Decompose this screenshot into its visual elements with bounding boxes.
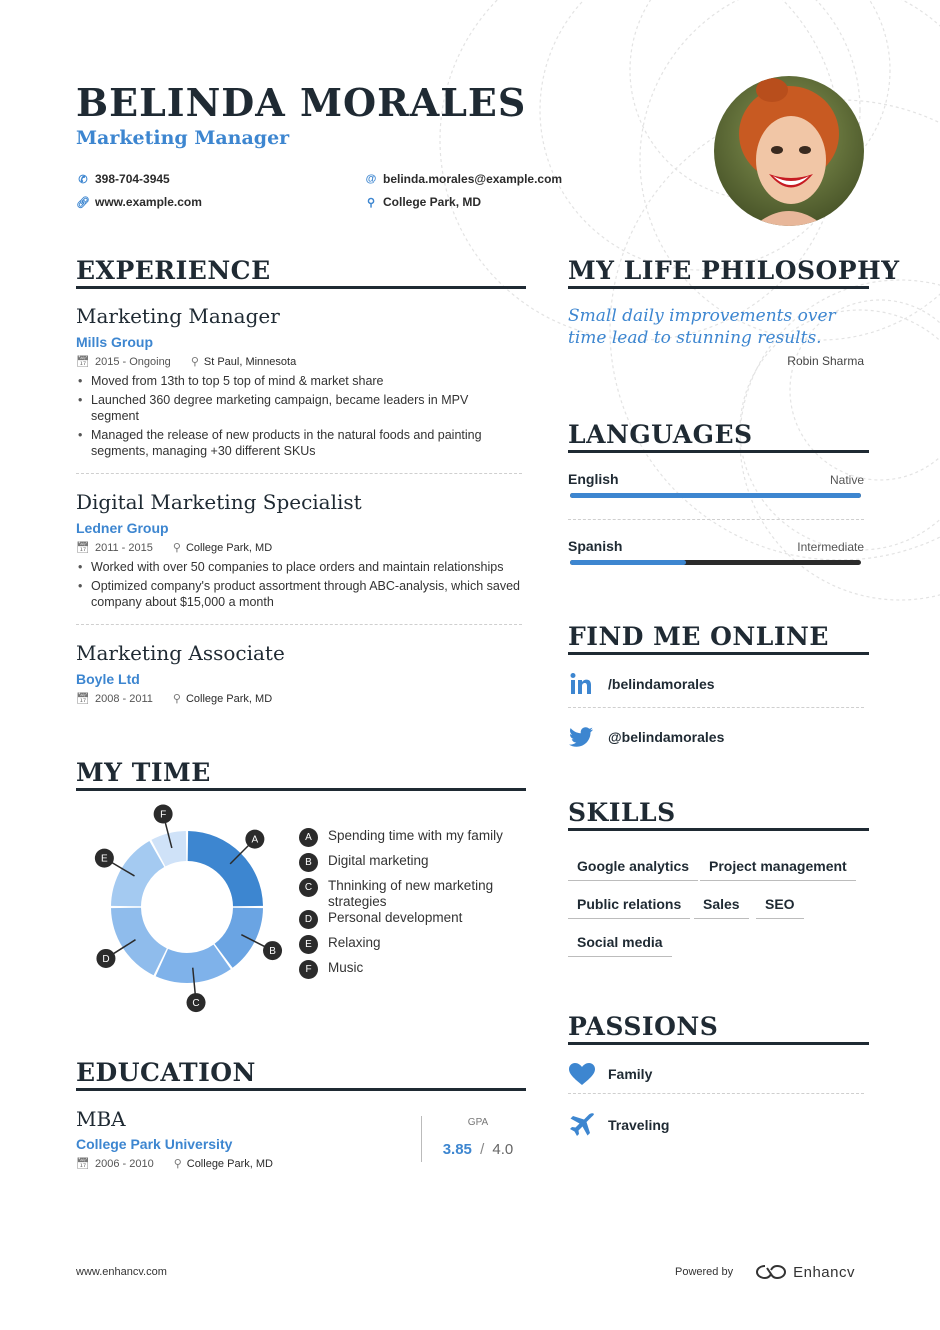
languages-rule [568, 450, 869, 453]
education-heading: EDUCATION [76, 1058, 256, 1087]
education-rule [76, 1088, 526, 1091]
job-divider [76, 473, 522, 474]
job-bullet: • Moved from 13th to top 5 top of mind & market share [76, 373, 516, 389]
job-dates: 2008 - 2011 [94, 692, 153, 705]
location-pin-icon: ⚲ [366, 196, 376, 209]
footer-powered [675, 1263, 855, 1281]
location-text: College Park, MD [383, 195, 482, 209]
job-company: Boyle Ltd [76, 671, 140, 687]
philosophy-quote: Small daily improvements over time lead to stunning results. [568, 306, 836, 348]
legend-label: Digital marketing [328, 853, 429, 868]
website-text[interactable]: www.example.com [95, 195, 202, 209]
legend-item [299, 853, 524, 872]
time-legend [299, 828, 524, 979]
skill-chip: Sales [694, 896, 749, 919]
my-time-heading: MY TIME [76, 758, 211, 787]
online-heading: FIND ME ONLINE [568, 622, 829, 651]
website-contact[interactable] [76, 195, 202, 209]
skill-chip: SEO [756, 896, 804, 919]
footer-site[interactable]: www.enhancv.com [76, 1266, 167, 1278]
quote-author: Robin Sharma [787, 354, 864, 368]
skill-chip: Project management [700, 858, 856, 881]
skill-chip: Public relations [568, 896, 690, 919]
skill-chip: Google analytics [568, 858, 698, 881]
legend-label: Personal development [328, 910, 463, 925]
donut-label-letter: E [101, 853, 108, 865]
gpa-score: 3.85 [442, 1141, 472, 1158]
philosophy-rule [568, 286, 869, 289]
email-contact[interactable] [364, 172, 562, 186]
language-level: Intermediate [797, 540, 864, 554]
passion-label: Family [608, 1066, 653, 1082]
passion-divider [568, 1093, 864, 1094]
language-bar-fill [570, 493, 861, 498]
calendar-icon: 📅︎ [76, 1158, 90, 1170]
candidate-name: BELINDA MORALES [76, 80, 527, 125]
airplane-icon [568, 1112, 596, 1138]
job-meta [76, 692, 272, 705]
job-bullet: • Managed the release of new products in the natural foods and painting segments, managing +30 different SKUs [76, 427, 516, 459]
donut-label-letter: D [102, 953, 110, 965]
job-bullet: • Launched 360 degree marketing campaign, became leaders in MPV segment [76, 392, 516, 424]
legend-label: Music [328, 960, 364, 975]
calendar-icon: 📅︎ [76, 693, 90, 705]
gpa-separator: / [480, 1141, 485, 1158]
job-location: College Park, MD [185, 692, 273, 705]
legend-letter: A [299, 828, 318, 847]
passion-label: Traveling [608, 1117, 670, 1133]
language-bar-fill [570, 560, 686, 565]
gpa-label: GPA [467, 1117, 489, 1128]
location-pin-icon: ⚲ [190, 356, 199, 368]
legend-letter: E [299, 935, 318, 954]
skill-chip: Social media [568, 934, 672, 957]
job-dates: 2011 - 2015 [94, 541, 153, 554]
location-pin-icon: ⚲ [172, 542, 181, 554]
legend-letter: C [299, 878, 318, 897]
donut-slice-d [111, 908, 167, 976]
twitter-icon [568, 725, 594, 749]
skills-rule [568, 828, 869, 831]
donut-label-letter: F [160, 809, 167, 821]
calendar-icon: 📅︎ [76, 542, 90, 554]
passions-heading: PASSIONS [568, 1012, 719, 1041]
job-company: Ledner Group [76, 520, 169, 536]
job-meta [76, 541, 272, 554]
job-title: Digital Marketing Specialist [76, 490, 362, 514]
legend-label: Spending time with my family [328, 828, 503, 843]
gpa-divider [421, 1116, 422, 1162]
education-dates: 2006 - 2010 [94, 1157, 154, 1170]
legend-label: Relaxing [328, 935, 381, 950]
legend-letter: F [299, 960, 318, 979]
language-name: English [568, 471, 619, 487]
job-bullets [76, 559, 526, 613]
job-bullet: • Optimized company's product assortment through ABC-analysis, which saved company about $15,000 a month [76, 578, 526, 610]
phone-icon: ✆ [78, 173, 88, 186]
language-divider [568, 519, 864, 520]
job-title: Marketing Associate [76, 641, 285, 665]
brand-name: Enhancv [793, 1263, 855, 1281]
school: College Park University [76, 1136, 233, 1152]
phone-contact [76, 172, 170, 186]
education-meta [76, 1157, 273, 1170]
donut-slice-e [111, 841, 164, 906]
legend-letter: B [299, 853, 318, 872]
heart-icon [568, 1062, 596, 1086]
my-time-rule [76, 788, 526, 791]
at-icon: @ [365, 173, 377, 185]
time-donut-chart [76, 800, 291, 1015]
location-pin-icon: ⚲ [172, 693, 181, 705]
job-meta [76, 355, 296, 368]
donut-label-letter: C [192, 998, 200, 1010]
linkedin-icon [568, 671, 594, 697]
experience-heading: EXPERIENCE [76, 256, 271, 285]
language-level: Native [829, 473, 864, 487]
legend-item [299, 910, 524, 929]
passions-rule [568, 1042, 869, 1045]
email-text[interactable]: belinda.morales@example.com [383, 172, 563, 186]
experience-rule [76, 286, 526, 289]
job-bullet: • Worked with over 50 companies to place orders and maintain relationships [76, 559, 526, 575]
language-bar [570, 560, 861, 565]
job-location: St Paul, Minnesota [203, 355, 297, 368]
candidate-role: Marketing Manager [76, 127, 290, 149]
legend-item [299, 828, 524, 847]
twitter-handle[interactable]: @belindamorales [608, 729, 725, 745]
job-bullets [76, 373, 516, 462]
language-name: Spanish [568, 538, 623, 554]
calendar-icon: 📅︎ [76, 356, 90, 368]
powered-by-text: Powered by [675, 1266, 734, 1278]
donut-label-letter: A [251, 834, 259, 846]
job-dates: 2015 - Ongoing [94, 355, 171, 368]
linkedin-handle[interactable]: /belindamorales [608, 676, 715, 692]
language-bar [570, 493, 861, 498]
legend-item [299, 960, 524, 979]
online-item-twitter[interactable] [568, 725, 724, 749]
passion-item [568, 1062, 652, 1086]
job-location: College Park, MD [185, 541, 273, 554]
profile-photo [714, 76, 864, 226]
phone-text: 398-704-3945 [95, 172, 170, 186]
degree: MBA [76, 1107, 126, 1131]
enhancv-logo-icon [755, 1263, 787, 1281]
passion-item [568, 1112, 669, 1138]
languages-heading: LANGUAGES [568, 420, 753, 449]
online-item-linkedin[interactable] [568, 671, 715, 697]
skills-heading: SKILLS [568, 798, 676, 827]
philosophy-heading: MY LIFE PHILOSOPHY [568, 256, 900, 285]
legend-item [299, 878, 524, 910]
education-location: College Park, MD [186, 1157, 273, 1170]
location-contact [364, 195, 481, 209]
donut-label-letter: B [269, 946, 276, 958]
job-company: Mills Group [76, 334, 153, 350]
legend-letter: D [299, 910, 318, 929]
job-title: Marketing Manager [76, 304, 280, 328]
job-divider [76, 624, 522, 625]
legend-item [299, 935, 524, 954]
gpa-max: 4.0 [492, 1141, 514, 1158]
legend-label: Thninking of new marketing strategies [328, 878, 494, 909]
link-icon: 🔗︎ [76, 196, 90, 209]
online-divider [568, 707, 864, 708]
location-pin-icon: ⚲ [173, 1158, 182, 1170]
online-rule [568, 652, 869, 655]
gpa-value [438, 1141, 518, 1158]
